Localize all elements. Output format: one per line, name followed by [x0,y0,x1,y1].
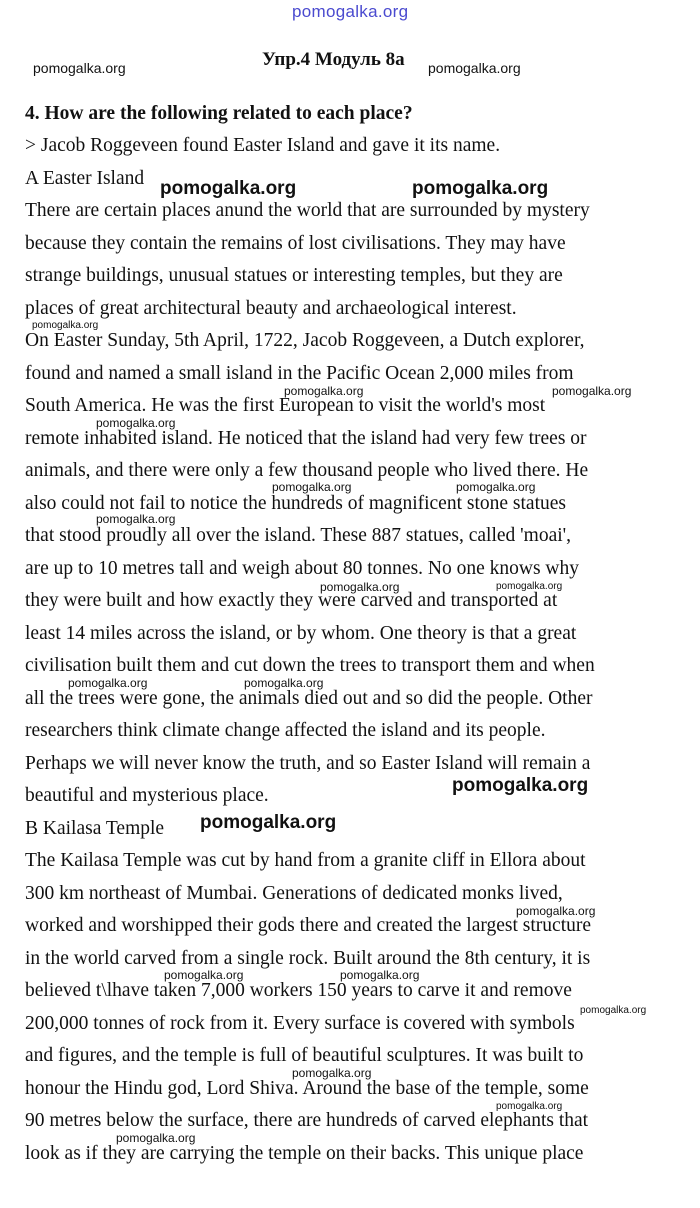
text-line: 300 km northeast of Mumbai. Generations of dedicated monks lived, [25,883,563,904]
text-line: in the world carved from a single rock. Built around the 8th century, it is [25,948,591,969]
watermark: pomogalka.org [412,178,549,199]
text-line: researchers think climate change affected the island and its people. [25,720,546,741]
text-line: strange buildings, unusual statues or interesting temples, but they are [25,265,563,286]
watermark: pomogalka.org [496,581,563,592]
watermark: pomogalka.org [272,480,352,494]
watermark: pomogalka.org [116,1131,196,1145]
watermark: pomogalka.org [68,676,148,690]
question-heading: 4. How are the following related to each place? [25,103,413,124]
watermark: pomogalka.org [320,580,400,594]
text-line: worked and worshipped their gods there and created the largest structure [25,915,592,936]
watermark: pomogalka.org [33,60,126,76]
watermark-top: pomogalka.org [292,2,409,21]
text-line: 200,000 tonnes of rock from it. Every surface is covered with symbols [25,1013,575,1034]
text-line: There are certain places anund the world that are surrounded by mystery [25,200,590,221]
watermark: pomogalka.org [160,178,297,199]
text-line: Perhaps we will never know the truth, and so Easter Island will remain a [25,753,591,774]
watermark: pomogalka.org [32,320,99,331]
text-line: animals, and there were only a few thousand people who lived there. He [25,460,589,481]
text-line: South America. He was the first European to visit the world's most [25,395,546,416]
text-line: they were built and how exactly they were carved and transported at [25,590,558,611]
section-b-title: B Kailasa Temple [25,818,165,839]
watermark: pomogalka.org [96,512,176,526]
text-line: 90 metres below the surface, there are hundreds of carved elephants that [25,1110,589,1131]
watermark: pomogalka.org [164,968,244,982]
text-line: On Easter Sunday, 5th April, 1722, Jacob Roggeveen, a Dutch explorer, [25,330,585,351]
text-line: because they contain the remains of lost civilisations. They may have [25,233,566,254]
text-line: look as if they are carrying the temple on their backs. This unique place [25,1143,584,1164]
text-line: honour the Hindu god, Lord Shiva. Around the base of the temple, some [25,1078,589,1099]
watermark: pomogalka.org [200,812,337,833]
text-line: and figures, and the temple is full of beautiful sculptures. It was built to [25,1045,584,1066]
watermark: pomogalka.org [496,1101,563,1112]
example-answer: > Jacob Roggeveen found Easter Island and gave it its name. [25,135,501,156]
watermark: pomogalka.org [516,904,596,918]
watermark: pomogalka.org [456,480,536,494]
text-line: all the trees were gone, the animals died out and so did the people. Other [25,688,593,709]
text-line: believed t\lhave taken 7,000 workers 150 years to carve it and remove [25,980,572,1001]
watermark: pomogalka.org [292,1066,372,1080]
watermark: pomogalka.org [552,384,632,398]
text-line: places of great architectural beauty and archaeological interest. [25,298,517,319]
watermark: pomogalka.org [96,416,176,430]
page-title: Упр.4 Модуль 8а [262,49,405,70]
text-line: civilisation built them and cut down the trees to transport them and when [25,655,595,676]
watermark: pomogalka.org [340,968,420,982]
watermark: pomogalka.org [284,384,364,398]
watermark: pomogalka.org [452,775,589,796]
section-a-title: A Easter Island [25,168,145,189]
watermark: pomogalka.org [580,1005,647,1016]
text-line: are up to 10 metres tall and weigh about 80 tonnes. No one knows why [25,558,580,579]
text-line: remote inhabited island. He noticed that the island had very few trees or [25,428,587,449]
text-line: also could not fail to notice the hundreds of magnificent stone statues [25,493,566,514]
text-line: least 14 miles across the island, or by whom. One theory is that a great [25,623,577,644]
text-line: The Kailasa Temple was cut by hand from a granite cliff in Ellora about [25,850,586,871]
text-line: found and named a small island in the Pacific Ocean 2,000 miles from [25,363,574,384]
text-line: that stood proudly all over the island. These 887 statues, called 'moai', [25,525,572,546]
watermark: pomogalka.org [428,60,521,76]
watermark: pomogalka.org [244,676,324,690]
text-line: beautiful and mysterious place. [25,785,269,806]
